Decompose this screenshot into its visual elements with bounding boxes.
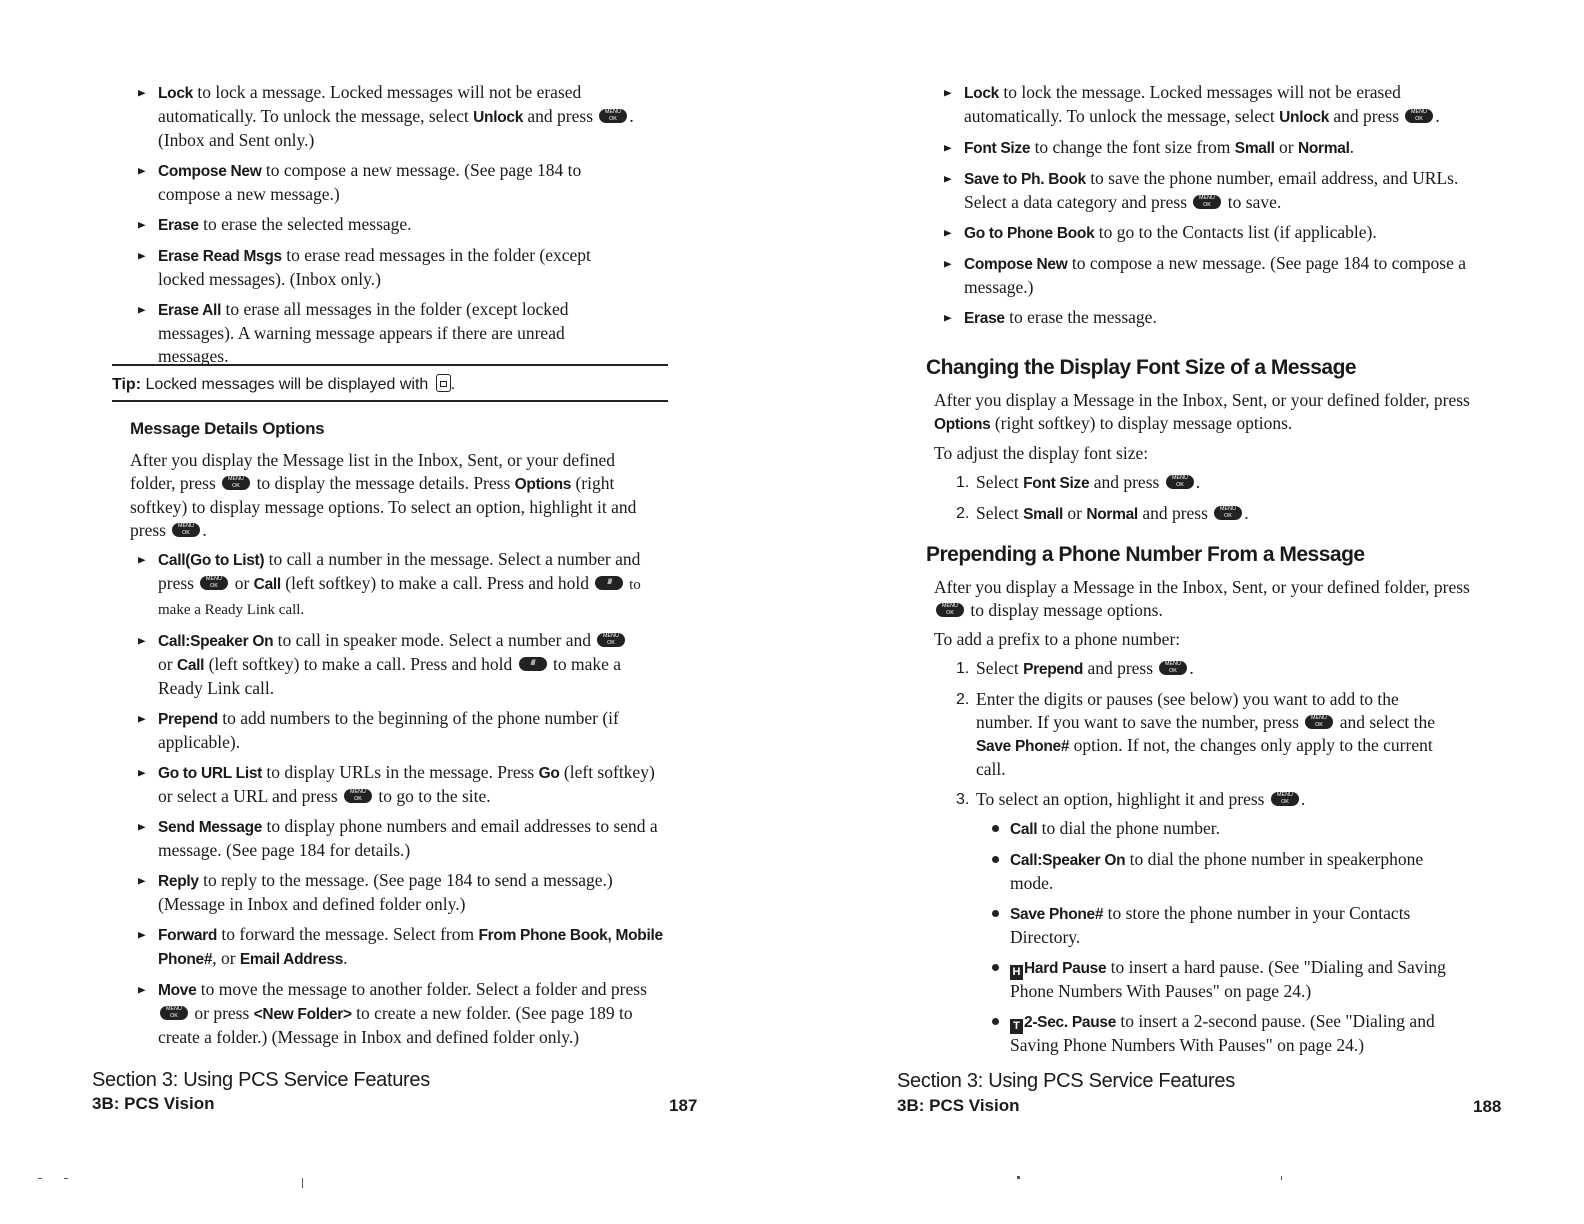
paragraph: After you display a Message in the Inbox, Sent, or your defined folder, press MENU OK to display message options.	[934, 577, 1470, 620]
footer-section-title: Section 3: Using PCS Service Features	[897, 1070, 1235, 1092]
menu-ok-key-icon: MENU OK	[597, 633, 625, 647]
menu-ok-key-icon: MENU OK	[599, 109, 627, 123]
footer-section-title: Section 3: Using PCS Service Features	[92, 1069, 430, 1091]
paragraph: To adjust the display font size:	[934, 443, 1149, 463]
list-item: ▶ Reply to reply to the message. (See page 184 to send a message.) (Message in Inbox and defined folder only.)	[138, 869, 668, 916]
lock-icon	[436, 374, 451, 392]
menu-ok-key-icon: MENU OK	[160, 1006, 188, 1020]
font-size-section	[926, 356, 1486, 533]
list-item: ▶ Go to URL List to display URLs in the message. Press Go (left softkey) or select a URL and press MENU OK to go to the site.	[138, 761, 668, 808]
ready-link-key-icon	[595, 576, 623, 590]
two-sec-pause-icon: T	[1010, 1019, 1023, 1034]
list-item: ▶ Call:Speaker On to call in speaker mode. Select a number and MENU OK or Call (left softkey) to make a call. Press and hold //// to make a Ready Link call.	[138, 629, 668, 700]
list-item: ▶ Compose New to compose a new message. (See page 184 to compose a message.)	[944, 252, 1474, 299]
message-details-section	[130, 419, 660, 548]
list-item: ▶ Compose New to compose a new message. (See page 184 to compose a new message.)	[138, 159, 638, 206]
list-item: ▶ Erase to erase the selected message.	[138, 213, 638, 237]
list-item: ▶ Lock to lock the message. Locked messages will not be erased automatically. To unlock the message, select Unlock and press MENU OK .	[944, 81, 1474, 129]
list-item: ▶ Prepend to add numbers to the beginning of the phone number (if applicable).	[138, 707, 668, 754]
menu-ok-key-icon: MENU OK	[172, 523, 200, 537]
list-item: Call:Speaker On to dial the phone number in speakerphone mode.	[976, 848, 1456, 895]
list-item: ▶ Lock to lock a message. Locked messages will not be erased automatically. To unlock the message, select Unlock and press MENU OK . (Inbox and Sent only.)	[138, 81, 638, 152]
list-item: ▶ Erase Read Msgs to erase read messages in the folder (except locked messages). (Inbox only.)	[138, 244, 638, 291]
menu-ok-key-icon: MENU OK	[1405, 109, 1433, 123]
step-item: 1. Select Font Size and press MENU OK .	[956, 472, 1201, 492]
footer-subtitle: 3B: PCS Vision	[92, 1094, 215, 1113]
prepend-steps	[934, 657, 1456, 1057]
list-item: ▶ Move to move the message to another folder. Select a folder and press MENU OK or press <New Folder> to create a new folder. (See page 189 to create a folder.) (Message in Inbox and defined folder only.)	[138, 978, 668, 1049]
menu-ok-key-icon: MENU OK	[1159, 661, 1187, 675]
section-heading: Prepending a Phone Number From a Message	[926, 543, 1365, 566]
menu-ok-key-icon: MENU OK	[1214, 506, 1242, 520]
list-item: ▶ Forward to forward the message. Select from From Phone Book, Mobile Phone#, or Email Address.	[138, 923, 668, 971]
step-item: 2. Select Small or Normal and press MENU OK .	[956, 503, 1249, 523]
step-item: 2. Enter the digits or pauses (see below) you want to add to the number. If you want to save the number, press MENU OK and select the Save Phone# option. If not, the changes only apply to the current call.	[956, 689, 1435, 779]
section-heading: Changing the Display Font Size of a Message	[926, 356, 1357, 379]
list-item: ▶ Send Message to display phone numbers and email addresses to send a message. (See page 184 for details.)	[138, 815, 668, 862]
scan-speck	[1281, 1176, 1282, 1180]
list-item: ▶ Erase to erase the message.	[944, 306, 1474, 330]
menu-ok-key-icon: MENU OK	[344, 789, 372, 803]
section-subheading: Message Details Options	[130, 419, 325, 438]
option-sublist	[976, 817, 1456, 1057]
list-item: T 2-Sec. Pause to insert a 2-second pause. (See "Dialing and Saving Phone Numbers With Pauses" on page 24.)	[976, 1010, 1456, 1057]
menu-ok-key-icon: MENU OK	[1305, 715, 1333, 729]
list-item: ▶ Erase All to erase all messages in the folder (except locked messages). A warning message appears if there are unread messages.	[138, 298, 638, 368]
list-item: Save Phone# to store the phone number in your Contacts Directory.	[976, 902, 1456, 949]
tip-box: Tip: Locked messages will be displayed with .	[112, 364, 668, 402]
paragraph: After you display a Message in the Inbox, Sent, or your defined folder, press Options (right softkey) to display message options.	[934, 390, 1470, 433]
page-number: 188	[1473, 1097, 1502, 1116]
footer-subtitle: 3B: PCS Vision	[897, 1096, 1020, 1115]
intro-paragraph: After you display the Message list in the Inbox, Sent, or your defined folder, press MENU OK to display the message details. Press Options (right softkey) to display message options. To select an option, highlight it and press MENU OK .	[130, 450, 637, 540]
menu-ok-key-icon: MENU OK	[936, 603, 964, 617]
scan-speck	[302, 1178, 303, 1188]
menu-ok-key-icon: MENU OK	[222, 476, 250, 490]
menu-ok-key-icon: MENU OK	[1271, 792, 1299, 806]
hard-pause-icon: H	[1010, 965, 1023, 980]
message-options-list	[138, 548, 668, 1056]
menu-ok-key-icon: MENU OK	[1193, 195, 1221, 209]
tip-label: Tip:	[112, 376, 142, 393]
list-item: ▶ Save to Ph. Book to save the phone number, email address, and URLs. Select a data category and press MENU OK to save.	[944, 167, 1474, 214]
paragraph: To add a prefix to a phone number:	[934, 629, 1181, 649]
scan-speck	[1017, 1176, 1020, 1179]
page-number: 187	[669, 1096, 698, 1115]
menu-ok-key-icon: MENU OK	[1166, 475, 1194, 489]
step-item: 1. Select Prepend and press MENU OK .	[956, 658, 1194, 678]
list-item: Call to dial the phone number.	[976, 817, 1456, 841]
left-top-list	[138, 81, 638, 375]
scan-speck	[38, 1178, 42, 1179]
list-item: ▶ Font Size to change the font size from Small or Normal.	[944, 136, 1474, 160]
list-item: H Hard Pause to insert a hard pause. (See "Dialing and Saving Phone Numbers With Pauses" on page 24.)	[976, 956, 1456, 1003]
font-steps	[934, 471, 1486, 526]
list-item: ▶ Go to Phone Book to go to the Contacts list (if applicable).	[944, 221, 1474, 245]
prepend-section	[926, 543, 1486, 1064]
menu-ok-key-icon: MENU OK	[200, 576, 228, 590]
step-item: 3. To select an option, highlight it and press MENU OK . Call to dial the phone number. Call:Speaker On to dial the phone number in speakerphone mode. Save Phone# to store the phone number in your Contacts Directory. H Hard Pause to insert a hard pause. (See "Dialing and Saving Phone Numbers With Pauses" on page 24.) T 2-Sec. Pause to insert a 2-second pause. (See "Dialing and Saving Phone Numbers With Pauses" on page 24.)	[956, 788, 1456, 1057]
right-top-list	[944, 81, 1474, 337]
scan-speck	[64, 1178, 68, 1179]
ready-link-key-icon	[519, 657, 547, 671]
list-item: ▶ Call(Go to List) to call a number in the message. Select a number and press MENU OK or Call (left softkey) to make a call. Press and hold //// to make a Ready Link call.	[138, 548, 668, 622]
tip-text: Locked messages will be displayed with	[141, 376, 433, 393]
